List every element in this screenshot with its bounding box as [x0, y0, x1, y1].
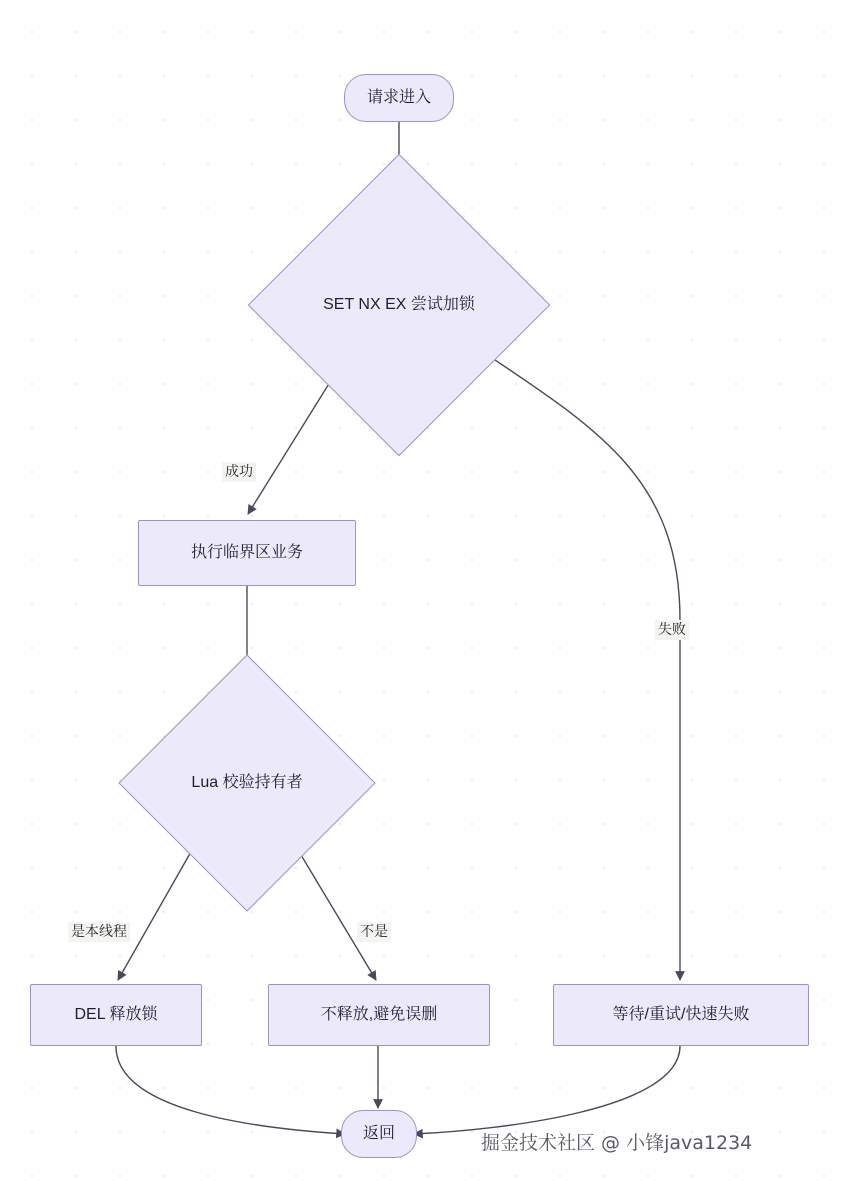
node-lock-attempt[interactable] — [292, 198, 506, 412]
edge-del-to-end — [116, 1046, 345, 1134]
edge-label-success: 成功 — [222, 462, 256, 482]
node-start-label: 请求进入 — [366, 88, 431, 106]
edge-retry-to-end — [414, 1046, 680, 1134]
node-retry-fail-fast[interactable] — [553, 984, 809, 1046]
node-return-label: 返回 — [362, 1124, 395, 1142]
node-return[interactable] — [341, 1110, 417, 1158]
edge-lock-to-retry — [480, 350, 680, 980]
node-del-lock[interactable] — [30, 984, 202, 1046]
node-critical-section-label: 执行临界区业务 — [190, 543, 303, 561]
node-critical-section[interactable] — [138, 520, 356, 586]
node-start[interactable] — [344, 74, 454, 122]
edge-label-fail: 失败 — [655, 620, 689, 640]
node-del-lock-label: DEL 释放锁 — [74, 1005, 158, 1023]
node-retry-fail-fast-label: 等待/重试/快速失败 — [612, 1005, 750, 1023]
watermark: 掘金技术社区 @ 小锋java1234 — [481, 1132, 753, 1154]
edge-label-not-same: 不是 — [357, 922, 391, 942]
node-lua-verify-label: Lua 校验持有者 — [191, 773, 303, 791]
node-lock-attempt-label: SET NX EX 尝试加锁 — [323, 295, 475, 313]
edge-label-same-thread: 是本线程 — [68, 922, 130, 942]
node-no-release[interactable] — [268, 984, 490, 1046]
node-no-release-label: 不释放,避免误删 — [320, 1005, 438, 1023]
node-lua-verify[interactable] — [156, 692, 338, 874]
